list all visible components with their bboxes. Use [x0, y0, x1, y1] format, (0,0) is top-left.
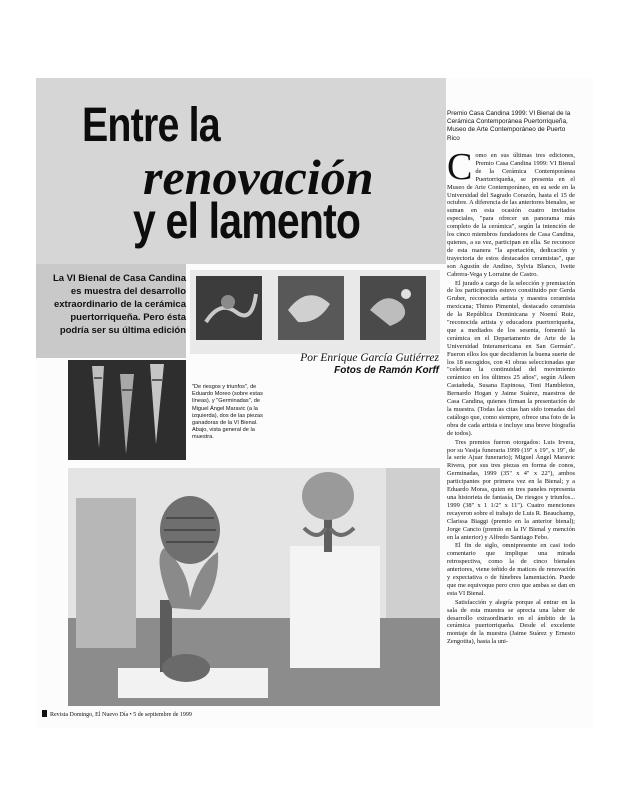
article-body	[447, 152, 575, 724]
footer-square-icon	[42, 710, 47, 717]
photo-caption: "De riesgos y triunfos", de Eduardo Moreo (sobre estas líneas), y "Germinadas", de Miguel Ángel Maravic (a la izquierda), dos de las piezas ganadoras de la VI Bienal. Abajo, vista general de la muestra.	[192, 384, 263, 441]
byline	[244, 352, 439, 376]
paragraph-1-text: omo en sus últimas tres ediciones, Premio Casa Candina 1999: VI Bienal de la Cerámica Contemporánea Puertorriqueña, se presenta en el Museo de Arte Contemporáneo, en su sede en la Universidad del Sagrado Corazón, hasta el 15 de octubre. A diferencia de las anteriores bienales, se suman en esta ocasión cuatro invitados especiales, "para ofrecer un panorama más completo de la cerámica", según la intención de los cinco miembros fundadores de Casa Candina, quienes, a su vez, participan en ella. Se reconoce de esta manera "la aportación, dedicación y trayectoria de estos destacados ceramistas", que son Agustín de Andino, Sylvia Blanco, Ivette Cabrera-Vega y Lorraine de Castro.	[447, 152, 575, 278]
headline-line-1: Entre la	[82, 99, 220, 152]
gallery-photo	[68, 468, 440, 706]
article-deck: La VI Bienal de Casa Candina es muestra del desarrollo extraordinario de la cerámica puertorriqueña. Pero ésta podría ser su última edición	[52, 273, 186, 336]
cones-photo	[68, 360, 186, 460]
page-footer	[42, 710, 192, 718]
paragraph-4: El fin de siglo, omnipresente en casi todo comentario que implique una mirada retrospectiva, como la de cinco bienales anteriores, viene teñido de matices de renovación y expectativa o de fúnebres lamentación. Puede que me equivoque pero creo que ambas se dan en esta VI Bienal.	[447, 542, 575, 597]
author-name: Por Enrique García Gutiérrez	[300, 352, 439, 364]
paragraph-3: Tres premios fueron otorgados: Luis Irvera, por su Vasija funeraria 1999 (19" x 19", x 19", de la serie Ajuar funerario); Miguel Ángel Maravic Rivera, por sus tres piezas en forma de conos, Germinadas, 1999 (35" x 4" x 22"), ambos participantes por primera vez en la Bienal; y a Eduardo Moras, quien en tres paneles representa una historieta de fantasía, De riesgos y triunfos... 1999 (38" x 1 1/2" x 11"). Cuatro menciones recayeron sobre el trabajo de Luis R. Beauchamp, Clarissa Biaggi (premio en la anterior bienal); Jorge Cancio (premio en la IV Bienal y mención en la anterior) y Alfredo Santiago Febo.	[447, 438, 575, 541]
paragraph-2: El jurado a cargo de la selección y premiación de los participantes estuvo constituido por Gerda Gruber, reconocida artista y maestra ceramista mexicana; Thimo Pimentel, destacado ceramista de la República Dominicana y Noemí Ruiz, "reconocida artista y educadora puertorriqueña, que a mediados de los sesenta, fomentó la cerámica en el Departamento de Arte de la Universidad Interamericana en San Germán". Fueron ellos los que decidieron la buena suerte de los 18 escogidos, con 41 obras seleccionadas que "celebran la continuidad del movimiento cerámico en los últimos 25 años", según Aileen Castañeda, Susana Espinosa, Toni Hambleton, Bernardo Hogan y Jaime Suárez, maestros de Casa Candina, quienes firman la presentación de la muestra. (Todas las citas han sido tomadas del catálogo que, como siempre, ofrece una foto de la obra de cada artista e incluye una breve biografía de todos).	[447, 279, 575, 437]
panels-photo	[190, 270, 440, 354]
footer-text: Revista Domingo, El Nuevo Día • 5 de septiembre de 1999	[50, 712, 192, 718]
drop-cap: C	[447, 152, 473, 188]
exhibition-sidenote: Premio Casa Candina 1999: VI Bienal de la Cerámica Contemporánea Puertorriqueña, Museo de Arte Contemporáneo de Puerto Rico	[447, 110, 571, 142]
headline-line-2: renovación	[143, 149, 374, 205]
paragraph-5: Satisfacción y alegría porque al entrar en la sala de esta muestra se aprecia una labor de desarrollo extraordinario en el ámbito de la cerámica puertorriqueña. Desde el excelente montaje de la muestra (Jaime Suárez y Ernesto Zengotita), hasta la uni-	[447, 598, 575, 646]
headline-line-3: y el lamento	[133, 193, 361, 249]
photo-credit: Fotos de Ramón Korff	[334, 365, 439, 376]
paragraph-1	[447, 152, 575, 279]
